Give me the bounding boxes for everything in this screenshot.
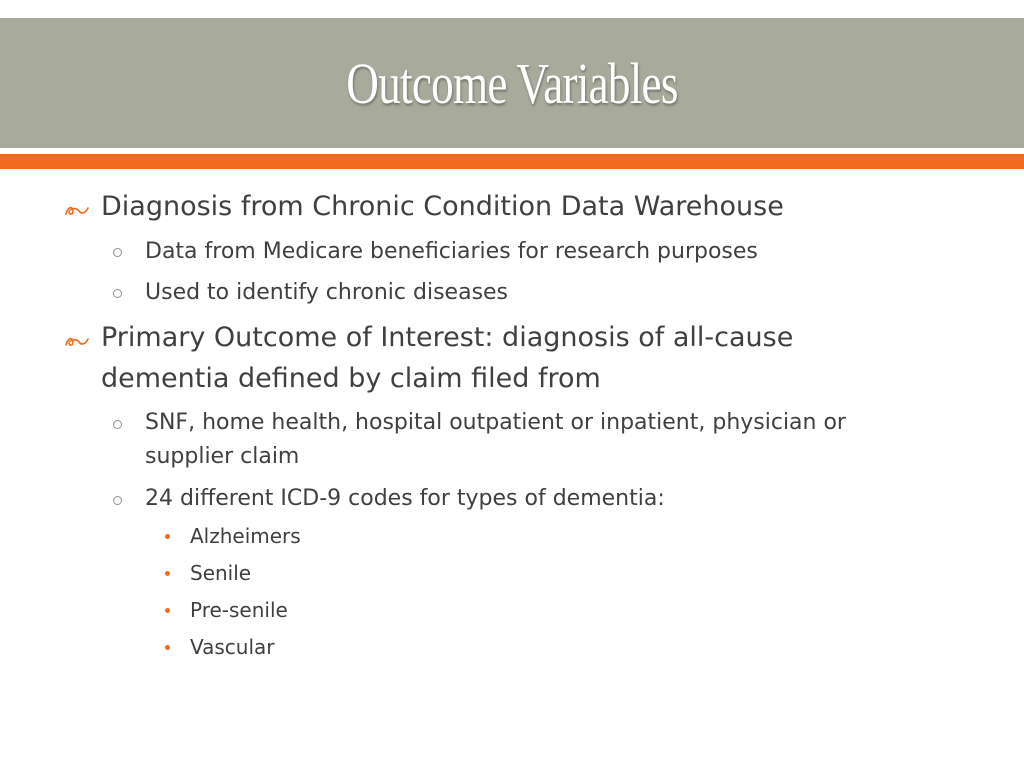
sub-bullet-text: 24 different ICD-9 codes for types of dementia: xyxy=(145,486,665,511)
bullet-text: Diagnosis from Chronic Condition Data Warehouse xyxy=(101,191,784,222)
scroll-flourish-icon xyxy=(64,202,90,218)
bullet-text-line2: dementia defined by claim filed from xyxy=(101,363,601,394)
orange-dot-icon xyxy=(165,571,170,576)
orange-dot-icon xyxy=(165,534,170,539)
hollow-circle-icon xyxy=(113,248,122,257)
list-item: Vascular xyxy=(190,635,275,659)
sub-bullet-text: Data from Medicare beneficiaries for research purposes xyxy=(145,239,758,264)
list-item: Pre-senile xyxy=(190,598,288,622)
hollow-circle-icon xyxy=(113,496,122,505)
list-item: Senile xyxy=(190,561,252,585)
hollow-circle-icon xyxy=(113,289,122,298)
orange-dot-icon xyxy=(165,608,170,613)
sub-bullet-text-line2: supplier claim xyxy=(145,444,300,469)
orange-dot-icon xyxy=(165,645,170,650)
sub-bullet-text-line1: SNF, home health, hospital outpatient or inpatient, physician or xyxy=(145,410,846,435)
scroll-flourish-icon xyxy=(64,333,90,349)
list-item: Alzheimers xyxy=(190,524,301,548)
sub-bullet-text: Used to identify chronic diseases xyxy=(145,280,509,305)
slide-title: Outcome Variables xyxy=(346,50,678,116)
hollow-circle-icon xyxy=(113,420,122,429)
bullet-text-line1: Primary Outcome of Interest: diagnosis of all-cause xyxy=(101,322,794,353)
